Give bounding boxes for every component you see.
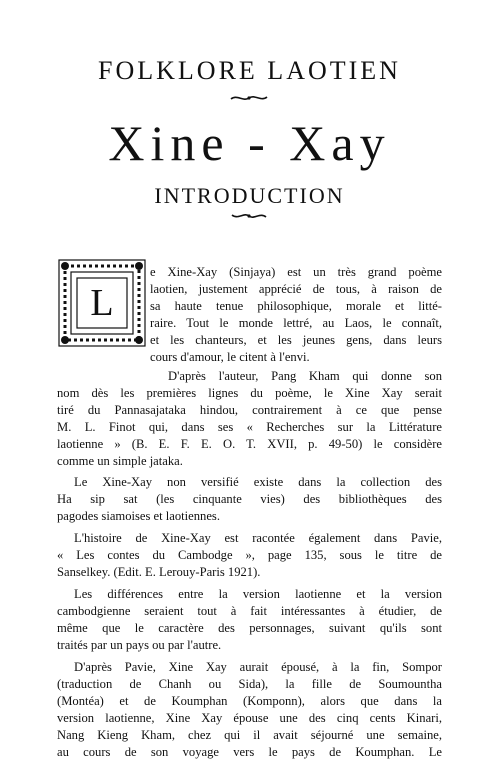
text-line: au cours de son voyage vers le pays de Koumphan. Le: [57, 745, 442, 759]
text-line: Les différences entre la version laotienne et la version: [74, 587, 442, 601]
text-line: nom dès les premières lignes du poème, le Xine Xay serait: [57, 386, 442, 400]
text-line: laotienne » (B. E. F. E. O. T. XVII, p. 49-50) le considère: [57, 437, 442, 451]
text-line: (traduction de Chanh ou Sida), la fille de Soumountha: [57, 677, 442, 691]
drop-cap-letter: L: [90, 282, 114, 324]
text-line: pagodes siamoises et laotiennes.: [57, 509, 220, 523]
section-heading: INTRODUCTION: [154, 183, 345, 208]
text-line: e Xine-Xay (Sinjaya) est un très grand poème: [150, 265, 442, 279]
fleuron-ornament-icon: [229, 93, 269, 103]
ornamental-frame-icon: [57, 258, 147, 348]
text-line: Le Xine-Xay non versifié existe dans la collection des: [74, 475, 442, 489]
text-line: traités par un pays ou par l'autre.: [57, 638, 222, 652]
text-line: sa haute tenue philosophique, morale et litté-: [150, 299, 442, 313]
text-line: raire. Tout le monde lettré, au Laos, le connaît,: [150, 316, 442, 330]
text-line: D'après l'auteur, Pang Kham qui donne son: [168, 369, 442, 383]
text-line: et les chanteurs, et les jeunes gens, dans leurs: [150, 333, 442, 347]
text-line: laotien, justement apprécié de tous, à raison de: [150, 282, 442, 296]
text-line: M. L. Finot qui, dans ses « Recherches sur la Littérature: [57, 420, 442, 434]
fleuron-ornament-icon: [230, 211, 268, 221]
folklore-heading: FOLKLORE LAOTIEN: [98, 56, 401, 85]
text-line: Sanselkey. (Edit. E. Lerouy-Paris 1921).: [57, 565, 261, 579]
text-line: version laotienne, Xine Xay épouse une des cinq cents Kinari,: [57, 711, 442, 725]
text-line: tiré du Pannasajataka hindou, contrairement à ce que pense: [57, 403, 442, 417]
text-line: même que le caractère des personnages, suivant qu'ils sont: [57, 621, 442, 635]
text-line: cambodgienne seraient tout à fait intéressantes à étudier, de: [57, 604, 442, 618]
text-line: Nang Kieng Kham, chez qui il avait séjourné une semaine,: [57, 728, 442, 742]
text-line: Ha sip sat (les cinquante vies) des bibliothèques des: [57, 492, 442, 506]
text-line: L'histoire de Xine-Xay est racontée également dans Pavie,: [74, 531, 442, 545]
text-line: comme un simple jataka.: [57, 454, 183, 468]
poem-title: Xine - Xay: [108, 115, 391, 171]
text-line: cours d'amour, le citent à l'envi.: [150, 350, 310, 364]
text-line: « Les contes du Cambodge », page 135, sous le titre de: [57, 548, 442, 562]
text-line: D'après Pavie, Xine Xay aurait épousé, à la fin, Sompor: [74, 660, 442, 674]
text-line: (Montéa) et de Koumphan (Komponn), alors que dans la: [57, 694, 442, 708]
